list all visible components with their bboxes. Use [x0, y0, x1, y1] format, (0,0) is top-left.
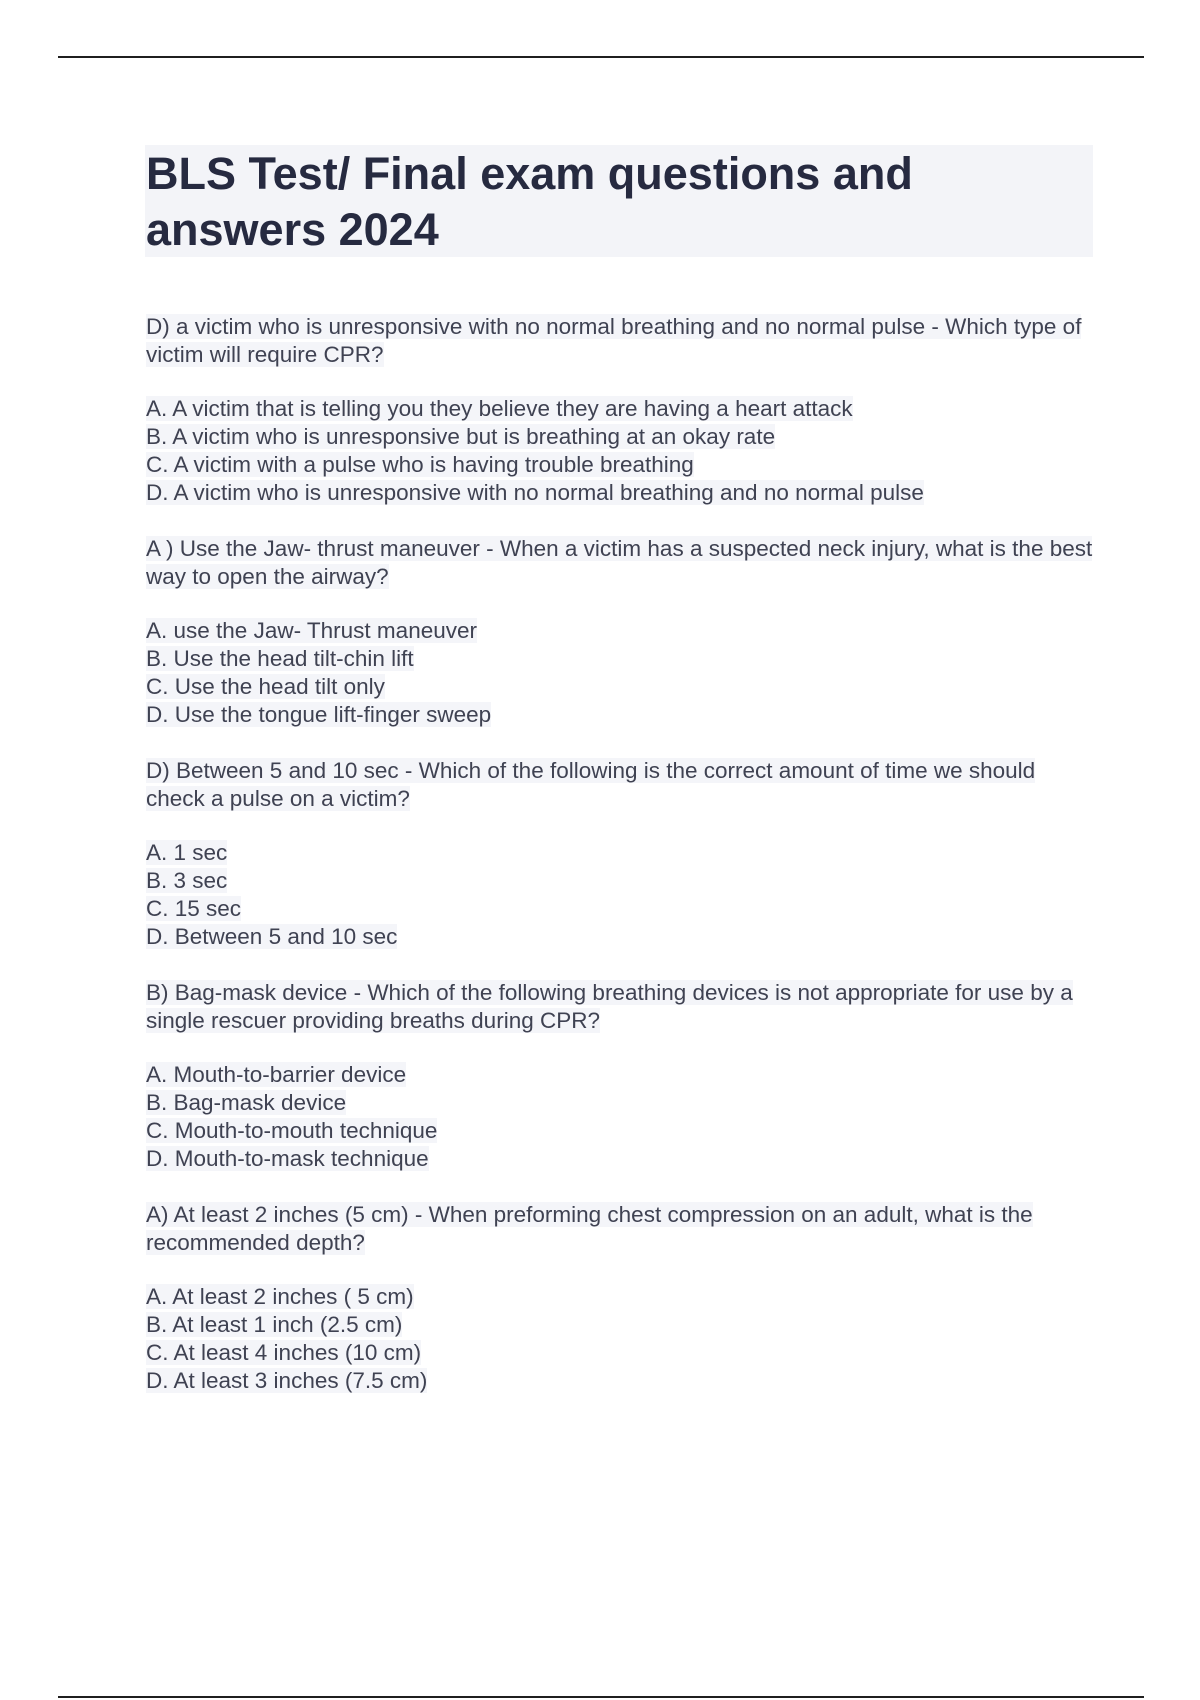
qa-item-3 — [146, 757, 1096, 951]
question-text: A ) Use the Jaw- thrust maneuver - When a victim has a suspected neck injury, what is the best way to open the airway? — [146, 536, 1093, 589]
question-text: B) Bag-mask device - Which of the following breathing devices is not appropriate for use by a single rescuer providing breaths during CPR? — [146, 980, 1073, 1033]
option-c: C. 15 sec — [146, 896, 242, 921]
question-text: D) Between 5 and 10 sec - Which of the following is the correct amount of time we should check a pulse on a victim? — [146, 758, 1036, 811]
option-list — [146, 617, 1096, 729]
qa-list — [146, 313, 1096, 1423]
document-title: BLS Test/ Final exam questions and answers 2024 — [146, 148, 913, 255]
option-list — [146, 839, 1096, 951]
option-c: C. At least 4 inches (10 cm) — [146, 1340, 422, 1365]
option-a: A. 1 sec — [146, 840, 228, 865]
option-a: A. use the Jaw- Thrust maneuver — [146, 618, 477, 643]
question-text: D) a victim who is unresponsive with no normal breathing and no normal pulse - Which type of victim will require CPR? — [146, 314, 1082, 367]
option-b: B. Use the head tilt-chin lift — [146, 646, 414, 671]
option-list — [146, 1283, 1096, 1395]
option-d: D. Mouth-to-mask technique — [146, 1146, 429, 1171]
option-b: B. 3 sec — [146, 868, 228, 893]
option-c: C. Use the head tilt only — [146, 674, 385, 699]
qa-item-5 — [146, 1201, 1096, 1395]
option-a: A. Mouth-to-barrier device — [146, 1062, 407, 1087]
qa-item-4 — [146, 979, 1096, 1173]
option-list — [146, 1061, 1096, 1173]
option-a: A. A victim that is telling you they believe they are having a heart attack — [146, 396, 853, 421]
option-d: D. At least 3 inches (7.5 cm) — [146, 1368, 428, 1393]
question-text: A) At least 2 inches (5 cm) - When preforming chest compression on an adult, what is the recommended depth? — [146, 1202, 1033, 1255]
option-a: A. At least 2 inches ( 5 cm) — [146, 1284, 414, 1309]
option-c: C. Mouth-to-mouth technique — [146, 1118, 438, 1143]
option-d: D. A victim who is unresponsive with no normal breathing and no normal pulse — [146, 480, 924, 505]
option-c: C. A victim with a pulse who is having trouble breathing — [146, 452, 694, 477]
option-b: B. At least 1 inch (2.5 cm) — [146, 1312, 403, 1337]
option-b: B. A victim who is unresponsive but is breathing at an okay rate — [146, 424, 776, 449]
qa-item-1 — [146, 313, 1096, 507]
option-b: B. Bag-mask device — [146, 1090, 347, 1115]
header-rule — [58, 56, 1144, 58]
option-list — [146, 395, 1096, 507]
footer-rule — [58, 1696, 1144, 1698]
option-d: D. Between 5 and 10 sec — [146, 924, 398, 949]
option-d: D. Use the tongue lift-finger sweep — [146, 702, 492, 727]
qa-item-2 — [146, 535, 1096, 729]
